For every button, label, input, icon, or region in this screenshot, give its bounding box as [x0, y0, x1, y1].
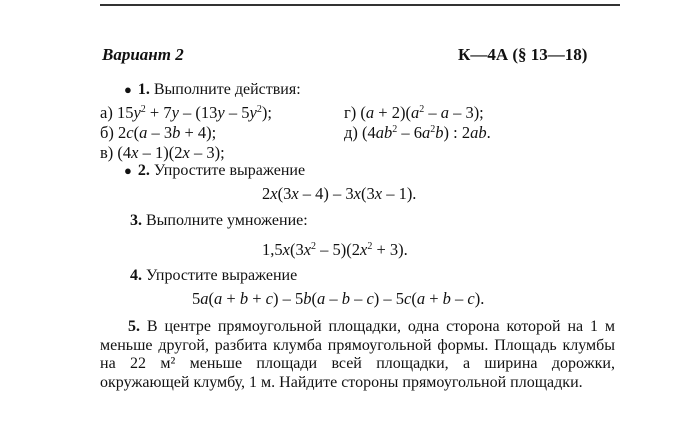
- task-4-expression: 5a(a + b + c) – 5b(a – b – c) – 5c(a + b – c).: [192, 289, 485, 308]
- task-4-heading: 4. Упростите выражение: [130, 267, 298, 284]
- top-rule: [100, 4, 620, 6]
- task-1v: в) (4x – 1)(2x – 3);: [100, 143, 225, 162]
- variant-title: Вариант 2: [102, 45, 184, 64]
- task-2-heading: ● 2. Упростите выражение: [124, 162, 306, 179]
- task-3-title: Выполните умножение:: [146, 212, 308, 229]
- task-1-heading: ● 1. Выполните действия:: [124, 81, 301, 98]
- task-5-text: В центре прямоугольной площадки, одна сторона которой на 1 м меньше другой, разбита клумба прямоугольной формы. Площадь клумбы на 22 м² меньше площади всей площадки, а ширина дорожки, окружающей клумбу, 1 м. Найдите стороны прямоугольной площадки.: [100, 318, 616, 391]
- task-1d: д) $(4ab^2 - 6a^2b)$ : 2ab.: [344, 123, 491, 142]
- task-1-title: Выполните действия:: [153, 81, 301, 98]
- task-5-paragraph: 5. В центре прямоугольной площадки, одна сторона которой на 1 м меньше другой, разбита клумба прямоугольной формы. Площадь клумбы на 22 м² меньше площади всей площадки, а ширина дорожки, окружающей клумбу, 1 м. Найдите стороны прямоугольной площадки.: [100, 318, 616, 391]
- task-3-expression: $1,5x(3x^2 - 5)(2x^2 + 3)$.: [262, 240, 408, 259]
- bullet-icon: ●: [124, 82, 132, 97]
- task-1g: г) $(a + 2)(a^2 - a - 3)$;: [344, 103, 484, 122]
- test-code: К—4А (§ 13—18): [458, 45, 588, 64]
- task-1b: б) 2c(a – 3b + 4);: [100, 123, 217, 142]
- task-2-title: Упростите выражение: [153, 162, 306, 179]
- task-1a: а) $15y^2 + 7y - (13y - 5y^2)$;: [100, 103, 272, 122]
- bullet-icon: ●: [124, 163, 132, 178]
- task-2-expression: 2x(3x – 4) – 3x(3x – 1).: [262, 184, 417, 203]
- task-4-title: Упростите выражение: [146, 267, 298, 284]
- task-3-heading: 3. Выполните умножение:: [130, 212, 308, 229]
